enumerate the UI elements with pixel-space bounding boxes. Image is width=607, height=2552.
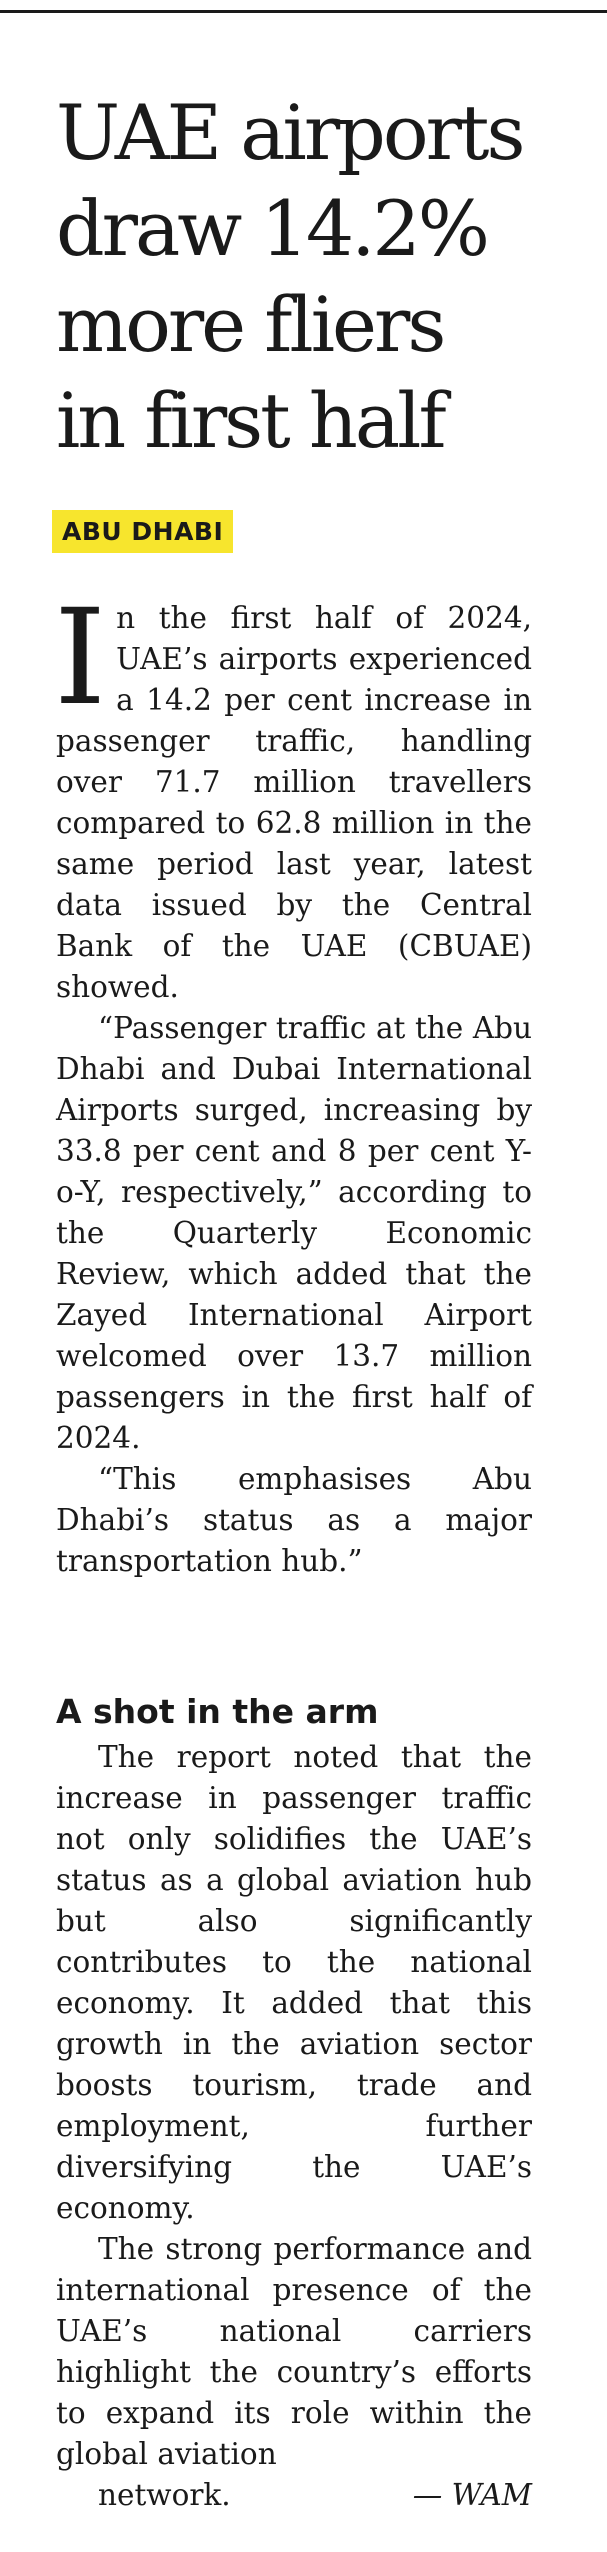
subheading: A shot in the arm [56,1692,379,1731]
headline-line: UAE airports [56,88,523,177]
headline-line: more fliers [56,280,444,369]
article-paragraph: “This emphasises Abu Dhabi’s status as a major transportation hub.” [56,1462,532,1578]
headline [56,85,576,469]
dateline: ABU DHABI [52,510,233,553]
headline-line: draw 14.2% [56,184,487,273]
closing-word: network. [98,2478,231,2512]
article-paragraph: The report noted that the increase in passenger traffic not only solidifies the UAE’s status as a global aviation hub but also significantly contributes to the national economy. It added that this growth in the aviation sector boosts tourism, trade and employment, further diversifying the UAE’s economy. [56,1740,532,2225]
article-body-continued [56,1737,532,2516]
article-paragraph: “Passenger traffic at the Abu Dhabi and Dubai International Airports surged, increasing by 33.8 per cent and 8 per cent Y-o-Y, respectively,” according to the Quarterly Economic Review, which added that the Zayed International Airport welcomed over 13.7 million passengers in the first half of 2024. [56,1011,532,1455]
agency-credit: — WAM [412,2478,532,2512]
article-body [54,581,532,1582]
article-closing-line [56,2475,532,2516]
drop-cap: I [54,581,107,735]
headline-line: in first half [56,376,444,465]
article-paragraph: The strong performance and international presence of the UAE’s national carriers highlight the country’s efforts to expand its role within the global aviation [56,2232,532,2471]
top-rule [0,10,607,13]
article-paragraph [54,581,532,1008]
paragraph-text: n the first half of 2024, UAE’s airports experienced a 14.2 per cent increase in passenger traffic, handling over 71.7 million travellers compared to 62.8 million in the same period last year, latest data issued by the Central Bank of the UAE (CBUAE) showed. [56,601,532,1004]
